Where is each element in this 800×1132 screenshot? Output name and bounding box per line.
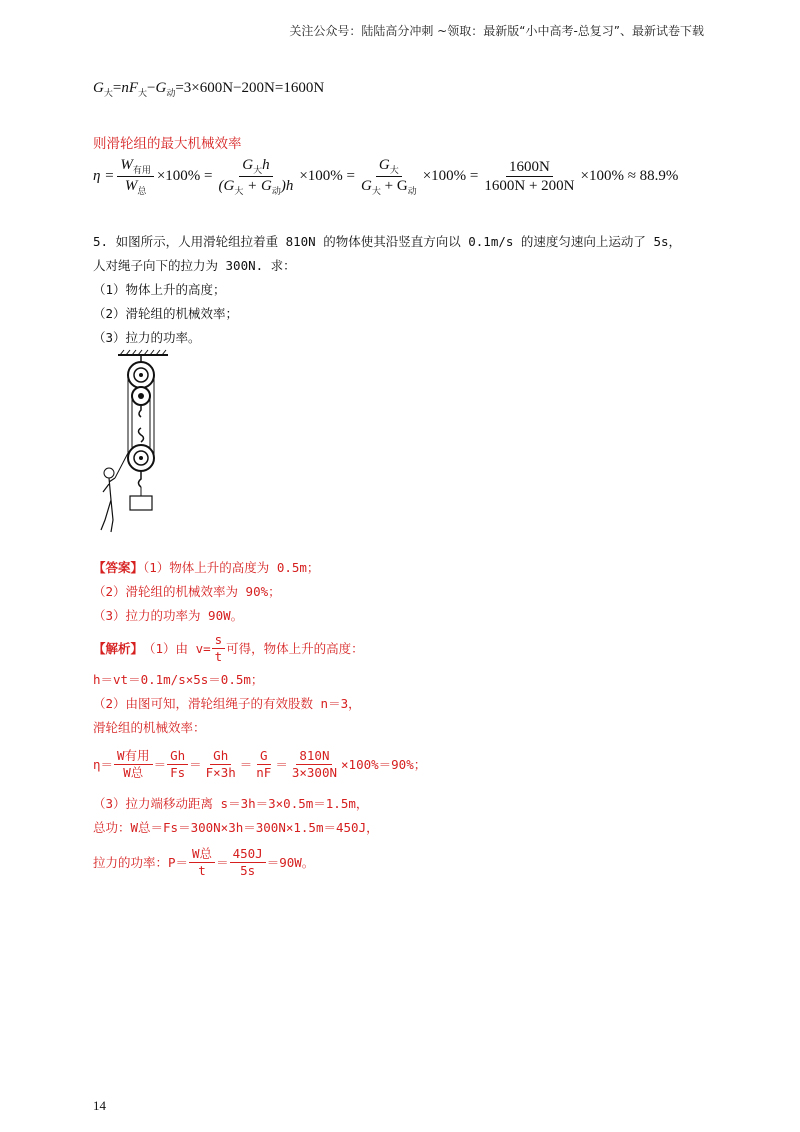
equation-g-max: $G_大=nF_大-G_动=3\times 600N-200N=1600N$ [93, 80, 325, 98]
question-3: （3）拉力的功率。 [93, 330, 201, 345]
problem-line-1: 5. 如图所示，人用滑轮组拉着重 810N 的物体使其沿竖直方向以 0.1m/s 的速度匀速向上运动了 5s， [93, 234, 682, 249]
question-1: （1）物体上升的高度； [93, 282, 226, 297]
max-efficiency-label: 则滑轮组的最大机械效率 [93, 136, 242, 152]
analysis-line-4: 滑轮组的机械效率： [93, 720, 206, 735]
answer-1: （1）物体上升的高度为 0.5m； [143, 560, 320, 575]
equation-max-efficiency: η = $\frac{W_{有用}}{W_总}$ ×100% = $\frac{G_大h}{(G_大 + G_动)h}$ ×100% = $\frac{G_大}{G_大 + G_动}$ ×100% = $\frac{1600N}{1600N + 200N}$ ×100% ≈ 88.9% [93, 157, 679, 197]
answer-3: （3）拉力的功率为 90W。 [93, 608, 244, 623]
analysis-line-6: 总功：W总＝Fs＝300N×3h＝300N×1.5m＝450J， [93, 820, 379, 835]
analysis-tag: 【解析】 [93, 641, 144, 656]
power-equation: 拉力的功率：P＝ $\frac{\text{W总}}{t}$ ＝ $\frac{450J}{5s}$ ＝90W。 [93, 845, 315, 878]
answer-tag: 【答案】 [93, 560, 144, 575]
pulley-system-figure [93, 348, 193, 536]
analysis-line-3: （2）由图可知，滑轮组绳子的有效股数 n＝3， [93, 696, 361, 711]
problem-text [93, 230, 681, 350]
analysis-line-5: （3）拉力端移动距离 s＝3h＝3×0.5m＝1.5m， [93, 796, 369, 811]
problem-line-2: 人对绳子向下的拉力为 300N. 求： [93, 258, 296, 273]
analysis-line-2: h＝vt＝0.1m/s×5s＝0.5m； [93, 672, 264, 687]
efficiency-equation: η＝ $\frac{\text{W有用}}{\text{W总}}$ ＝ $\frac{Gh}{Fs}$ ＝ $\frac{Gh}{F\times 3h}$ ＝ $\frac{G}{nF}$ ＝ $\frac{810N}{3\times 300N}$ ×100%＝90%； [93, 747, 427, 780]
answer-2: （2）滑轮组的机械效率为 90%； [93, 584, 281, 599]
question-2: （2）滑轮组的机械效率； [93, 306, 239, 321]
answer-block [93, 556, 319, 628]
page-number: 14 [93, 1098, 106, 1113]
page-header: 关注公众号：陆陆高分冲刺 ~领取：最新版“小中高考-总复习”、最新试卷下载 [289, 24, 704, 38]
analysis-block: 【解析】 （1）由 v= $\frac{s}{t}$ 可得，物体上升的高度： h＝vt＝0.1m/s×5s＝0.5m； （2）由图可知，滑轮组绳子的有效股数 n＝3， 滑轮组的机械效率： η＝ $\frac{\text{W有用}}{\text{W总}}$ ＝ $\frac{Gh}{Fs}$ ＝ $\frac{Gh}{F\times 3h}$ ＝ $\frac{G}{nF}$ ＝ $\frac{810N}{3\times 300N}$ ×100%＝90%； （3）拉力端移动距离 s＝3h＝3×0.5m＝1.5m， 总功：W总＝Fs＝300N×3h＝300N×1.5m＝450J， 拉力的功率：P＝ $\frac{\text{W总}}{t}$ ＝ $\frac{450J}{5s}$ ＝90W。 [93, 632, 426, 882]
